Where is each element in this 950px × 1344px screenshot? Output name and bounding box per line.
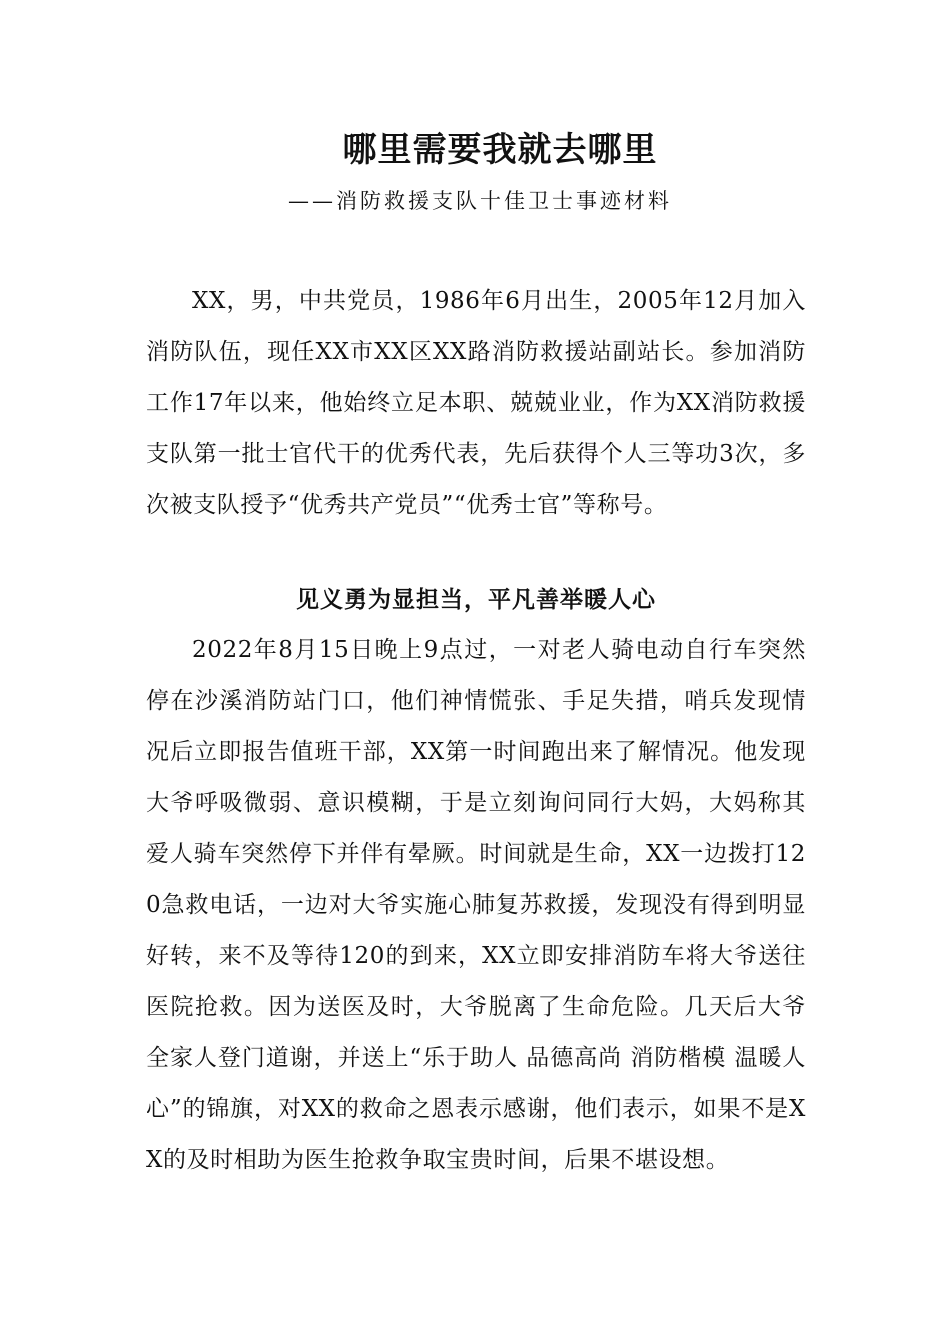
- section-heading: 见义勇为显担当，平凡善举暖人心: [296, 587, 656, 613]
- document-title: 哪里需要我就去哪里: [342, 130, 658, 170]
- document-subtitle: ——消防救援支队十佳卫士事迹材料: [288, 189, 672, 213]
- story-paragraph: 2022年8月15日晚上9点过，一对老人骑电动自行车突然停在沙溪消防站门口，他们神情慌张、手足失措，哨兵发现情况后立即报告值班干部，XX第一时间跑出来了解情况。他发现大爷呼吸微弱、意识模糊，于是立刻询问同行大妈，大妈称其爱人骑车突然停下并伴有晕厥。时间就是生命，XX一边拨打120急救电话，一边对大爷实施心肺复苏救援，发现没有得到明显好转，来不及等待120的到来，XX立即安排消防车将大爷送往医院抢救。因为送医及时，大爷脱离了生命危险。几天后大爷全家人登门道谢，并送上“乐于助人 品德高尚 消防楷模 温暖人心”的锦旗，对XX的救命之恩表示感谢，他们表示，如果不是XX的及时相助为医生抢救争取宝贵时间，后果不堪设想。: [146, 637, 806, 1173]
- intro-paragraph: XX，男，中共党员，1986年6月出生，2005年12月加入消防队伍，现任XX市XX区XX路消防救援站副站长。参加消防工作17年以来，他始终立足本职、兢兢业业，作为XX消防救援支队第一批士官代干的优秀代表，先后获得个人三等功3次，多次被支队授予“优秀共产党员”“优秀士官”等称号。: [146, 288, 806, 518]
